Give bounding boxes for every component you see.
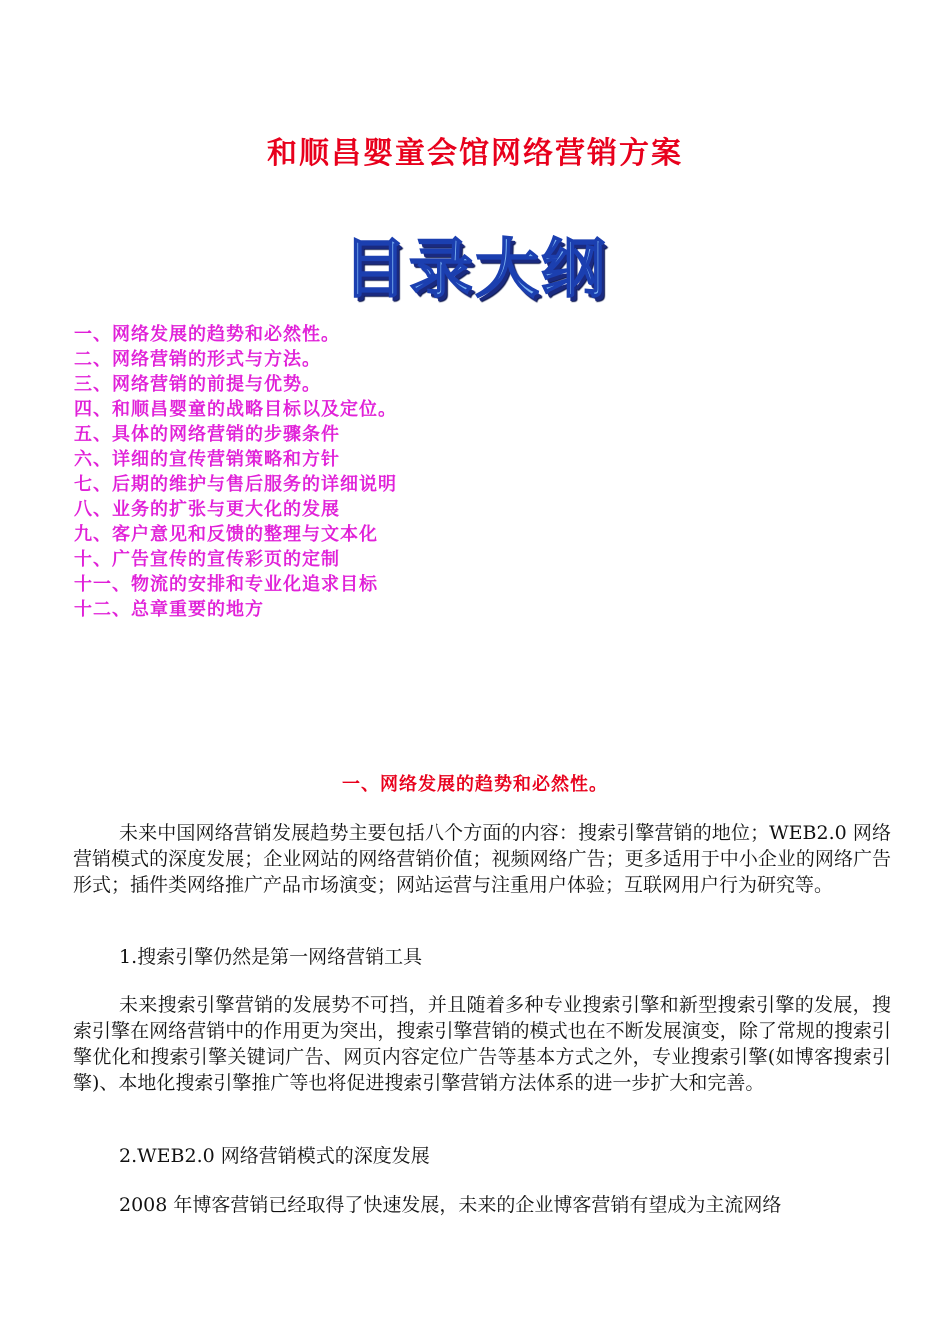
body-paragraph: 未来中国网络营销发展趋势主要包括八个方面的内容：搜索引擎营销的地位；WEB2.0 网络营销模式的深度发展；企业网站的网络营销价值；视频网络广告；更多适用于中小企业的网络广告形式；插件类网络推广产品市场演变；网站运营与注重用户体验；互联网用户行为研究等。 <box>73 822 891 896</box>
toc-item: 十一、物流的安排和专业化追求目标 <box>74 574 378 595</box>
section-heading: 一、网络发展的趋势和必然性。 <box>342 774 608 795</box>
toc-item: 四、和顺昌婴童的战略目标以及定位。 <box>74 399 397 420</box>
toc-item: 十二、总章重要的地方 <box>74 599 264 620</box>
toc-item: 六、详细的宣传营销策略和方针 <box>74 449 340 470</box>
toc-heading: 目录大纲 <box>343 233 607 307</box>
toc-item: 一、网络发展的趋势和必然性。 <box>74 324 340 345</box>
document-title: 和顺昌婴童会馆网络营销方案 <box>267 136 683 171</box>
body-paragraph: 2008 年博客营销已经取得了快速发展，未来的企业博客营销有望成为主流网络 <box>119 1194 782 1216</box>
toc-item: 七、后期的维护与售后服务的详细说明 <box>74 474 397 495</box>
toc-item: 九、客户意见和反馈的整理与文本化 <box>74 524 378 545</box>
toc-item: 五、具体的网络营销的步骤条件 <box>74 424 340 445</box>
body-paragraph: 未来搜索引擎营销的发展势不可挡，并且随着多种专业搜索引擎和新型搜索引擎的发展，搜索引擎在网络营销中的作用更为突出，搜索引擎营销的模式也在不断发展演变，除了常规的搜索引擎优化和搜索引擎关键词广告、网页内容定位广告等基本方式之外，专业搜索引擎(如博客搜索引擎)、本地化搜索引擎推广等也将促进搜索引擎营销方法体系的进一步扩大和完善。 <box>73 994 891 1094</box>
toc-list <box>74 322 874 622</box>
subheading-paragraph: 1.搜索引擎仍然是第一网络营销工具 <box>119 946 423 968</box>
toc-item: 三、网络营销的前提与优势。 <box>74 374 321 395</box>
toc-item: 二、网络营销的形式与方法。 <box>74 349 321 370</box>
subheading-paragraph: 2.WEB2.0 网络营销模式的深度发展 <box>119 1145 430 1167</box>
toc-item: 十、广告宣传的宣传彩页的定制 <box>74 549 340 570</box>
toc-item: 八、业务的扩张与更大化的发展 <box>74 499 340 520</box>
